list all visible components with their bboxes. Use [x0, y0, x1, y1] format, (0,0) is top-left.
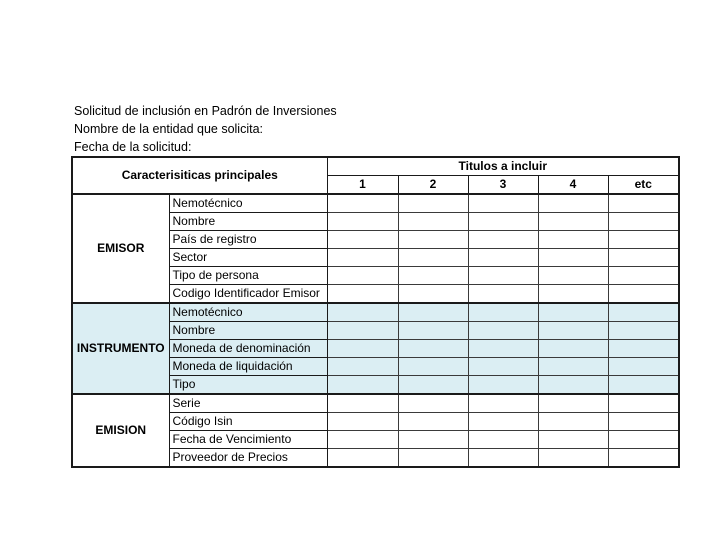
value-cell[interactable]	[608, 249, 679, 267]
value-cell[interactable]	[538, 267, 608, 285]
value-cell[interactable]	[538, 394, 608, 413]
value-cell[interactable]	[468, 194, 538, 213]
section-label-instrumento: INSTRUMENTO	[72, 303, 169, 394]
characteristic-label: Tipo	[169, 376, 327, 395]
value-cell[interactable]	[398, 249, 468, 267]
value-cell[interactable]	[398, 267, 468, 285]
characteristic-label: País de registro	[169, 231, 327, 249]
table-row	[72, 194, 679, 213]
value-cell[interactable]	[327, 431, 398, 449]
value-cell[interactable]	[538, 303, 608, 322]
title-column-4: 4	[538, 176, 608, 195]
title-column-2: 2	[398, 176, 468, 195]
characteristic-label: Nombre	[169, 213, 327, 231]
table-row	[72, 303, 679, 322]
value-cell[interactable]	[608, 213, 679, 231]
value-cell[interactable]	[538, 322, 608, 340]
value-cell[interactable]	[327, 303, 398, 322]
value-cell[interactable]	[538, 285, 608, 304]
value-cell[interactable]	[398, 376, 468, 395]
value-cell[interactable]	[538, 413, 608, 431]
value-cell[interactable]	[398, 413, 468, 431]
characteristics-header: Caracterisiticas principales	[72, 157, 327, 194]
value-cell[interactable]	[608, 194, 679, 213]
value-cell[interactable]	[538, 358, 608, 376]
value-cell[interactable]	[468, 431, 538, 449]
value-cell[interactable]	[398, 285, 468, 304]
value-cell[interactable]	[538, 194, 608, 213]
entity-name-label: Nombre de la entidad que solicita:	[74, 122, 264, 136]
value-cell[interactable]	[327, 449, 398, 468]
value-cell[interactable]	[608, 376, 679, 395]
value-cell[interactable]	[608, 267, 679, 285]
value-cell[interactable]	[327, 394, 398, 413]
characteristic-label: Sector	[169, 249, 327, 267]
value-cell[interactable]	[468, 394, 538, 413]
table-header-row	[72, 157, 679, 176]
value-cell[interactable]	[398, 394, 468, 413]
value-cell[interactable]	[327, 267, 398, 285]
value-cell[interactable]	[608, 231, 679, 249]
value-cell[interactable]	[468, 213, 538, 231]
value-cell[interactable]	[608, 449, 679, 468]
characteristic-label: Nemotécnico	[169, 194, 327, 213]
value-cell[interactable]	[468, 413, 538, 431]
value-cell[interactable]	[398, 322, 468, 340]
value-cell[interactable]	[327, 413, 398, 431]
value-cell[interactable]	[398, 358, 468, 376]
value-cell[interactable]	[327, 285, 398, 304]
value-cell[interactable]	[608, 431, 679, 449]
value-cell[interactable]	[538, 249, 608, 267]
value-cell[interactable]	[608, 285, 679, 304]
value-cell[interactable]	[608, 322, 679, 340]
value-cell[interactable]	[398, 194, 468, 213]
value-cell[interactable]	[538, 449, 608, 468]
value-cell[interactable]	[398, 213, 468, 231]
characteristic-label: Nombre	[169, 322, 327, 340]
value-cell[interactable]	[327, 213, 398, 231]
value-cell[interactable]	[538, 340, 608, 358]
section-label-emisor: EMISOR	[72, 194, 169, 303]
value-cell[interactable]	[468, 285, 538, 304]
value-cell[interactable]	[468, 340, 538, 358]
value-cell[interactable]	[468, 303, 538, 322]
title-column-etc: etc	[608, 176, 679, 195]
value-cell[interactable]	[608, 394, 679, 413]
table-row	[72, 394, 679, 413]
value-cell[interactable]	[398, 431, 468, 449]
characteristic-label: Proveedor de Precios	[169, 449, 327, 468]
form-header	[74, 102, 337, 156]
characteristic-label: Tipo de persona	[169, 267, 327, 285]
value-cell[interactable]	[327, 249, 398, 267]
value-cell[interactable]	[327, 194, 398, 213]
characteristic-label: Moneda de denominación	[169, 340, 327, 358]
value-cell[interactable]	[468, 267, 538, 285]
value-cell[interactable]	[608, 413, 679, 431]
value-cell[interactable]	[538, 376, 608, 395]
value-cell[interactable]	[608, 303, 679, 322]
characteristic-label: Nemotécnico	[169, 303, 327, 322]
value-cell[interactable]	[468, 449, 538, 468]
title-column-1: 1	[327, 176, 398, 195]
titles-header: Titulos a incluir	[327, 157, 679, 176]
value-cell[interactable]	[327, 340, 398, 358]
section-label-emision: EMISION	[72, 394, 169, 467]
characteristic-label: Código Isin	[169, 413, 327, 431]
characteristic-label: Fecha de Vencimiento	[169, 431, 327, 449]
title-column-3: 3	[468, 176, 538, 195]
value-cell[interactable]	[468, 376, 538, 395]
value-cell[interactable]	[398, 449, 468, 468]
value-cell[interactable]	[468, 249, 538, 267]
value-cell[interactable]	[538, 231, 608, 249]
value-cell[interactable]	[398, 231, 468, 249]
value-cell[interactable]	[327, 358, 398, 376]
value-cell[interactable]	[327, 231, 398, 249]
value-cell[interactable]	[608, 340, 679, 358]
value-cell[interactable]	[608, 358, 679, 376]
request-date-label: Fecha de la solicitud:	[74, 140, 192, 154]
value-cell[interactable]	[327, 376, 398, 395]
value-cell[interactable]	[398, 340, 468, 358]
value-cell[interactable]	[398, 303, 468, 322]
inclusion-request-table	[71, 156, 680, 468]
value-cell[interactable]	[468, 231, 538, 249]
characteristic-label: Moneda de liquidación	[169, 358, 327, 376]
value-cell[interactable]	[468, 358, 538, 376]
value-cell[interactable]	[327, 322, 398, 340]
value-cell[interactable]	[468, 322, 538, 340]
value-cell[interactable]	[538, 431, 608, 449]
form-title: Solicitud de inclusión en Padrón de Inversiones	[74, 104, 337, 118]
characteristic-label: Codigo Identificador Emisor	[169, 285, 327, 304]
value-cell[interactable]	[538, 213, 608, 231]
characteristic-label: Serie	[169, 394, 327, 413]
